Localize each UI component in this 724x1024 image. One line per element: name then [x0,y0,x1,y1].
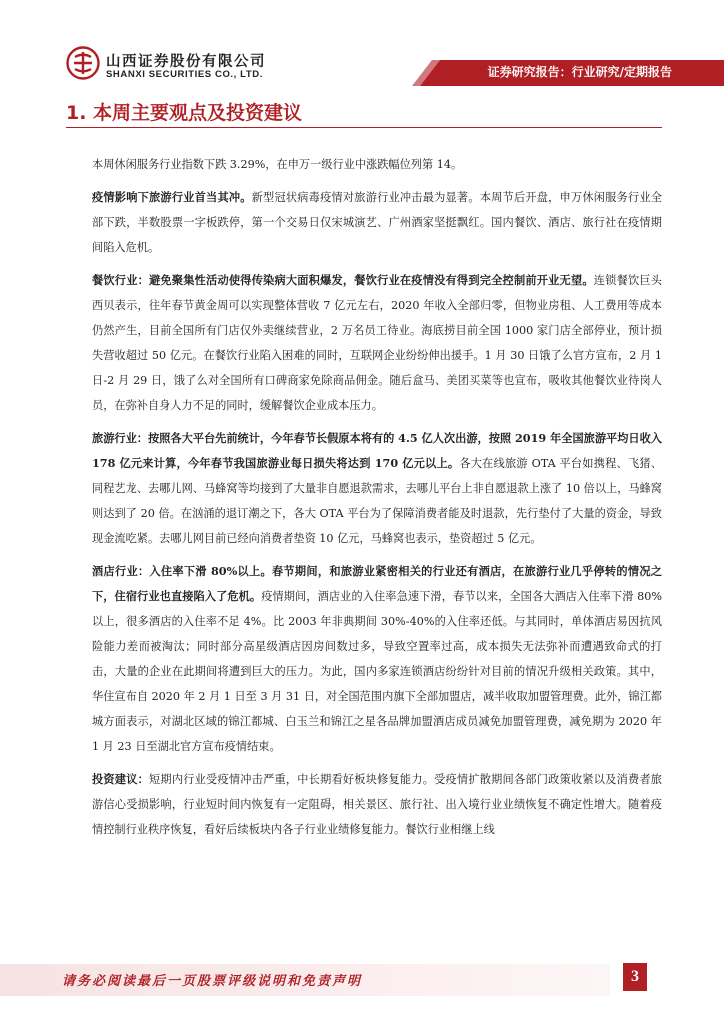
paragraph-lead: 餐饮行业：避免聚集性活动使得传染病大面积爆发，餐饮行业在疫情没有得到完全控制前开业无望。 [92,273,594,287]
report-body [92,152,662,850]
section-title: 1. 本周主要观点及投资建议 [66,102,303,124]
paragraph-catering [92,268,662,418]
paragraph-text: 新型冠状病毒疫情对旅游行业冲击最为显著。本周节后开盘，申万休闲服务行业全部下跌，半数股票一字板跌停，第一个交易日仅宋城演艺、广州酒家坚挺飘红。国内餐饮、酒店、旅行社在疫情期间陷入危机。 [92,191,662,254]
paragraph-lead: 酒店行业：入住率下滑 80%以上。春节期间，和旅游业紧密相关的行业还有酒店，在旅游行业几乎停转的情况之下，住宿行业也直接陷入了危机。 [92,564,662,603]
paragraph-text: 连锁餐饮巨头西贝表示，往年春节黄金周可以实现整体营收 7 亿元左右，2020 年收入全部归零，但物业房租、人工费用等成本仍然产生，目前全国所有门店仅外卖继续营业，2 万名员工待业。海底捞目前全国 1000 家门店全部停业，预计损失营收超过 50 亿元。在餐饮行业陷入困难的同时，互联网企业纷纷伸出援手。1 月 30 日饿了么官方宣布，2 月 1 日-2 月 29 日，饿了么对全国所有口碑商家免除商品佣金。随后盒马、美团买菜等也宣布，吸收其他餐饮业待岗人员，在弥补自身人力不足的同时，缓解餐饮企业成本压力。 [92,274,662,412]
report-type-label: 证券研究报告：行业研究/定期报告 [487,65,672,79]
paragraph-text: 各大在线旅游 OTA 平台如携程、飞猪、同程艺龙、去哪儿网、马蜂窝等均接到了大量非自愿退款需求，去哪儿平台上非自愿退款上涨了 10 倍以上，马蜂窝则达到了 20 倍。在汹涌的退订潮之下，各大 OTA 平台为了保障消费者能及时退款，先行垫付了大量的资金，导致现金流吃紧。去哪儿网目前已经向消费者垫资 10 亿元，马蜂窝也表示，垫资超过 5 亿元。 [92,457,662,545]
paragraph-travel [92,426,662,551]
paragraph-tourism-impact [92,185,662,260]
paragraph-lead: 疫情影响下旅游行业首当其冲。 [92,190,252,204]
title-divider [66,127,662,128]
footer-disclaimer: 请务必阅读最后一页股票评级说明和免责声明 [62,974,363,989]
paragraph-lead: 旅游行业：按照各大平台先前统计，今年春节长假原本将有的 4.5 亿人次出游，按照 2019 年全国旅游平均日收入 178 亿元来计算，今年春节我国旅游业每日损失将达到 170 亿元以上。 [92,431,662,470]
company-name-en: SHANXI SECURITIES CO., LTD. [106,69,263,80]
paragraph-text: 疫情期间，酒店业的入住率急速下滑，春节以来，全国各大酒店入住率下滑 80%以上，很多酒店的入住率不足 4%。比 2003 年非典期间 30%-40%的入住率还低。与其同时，单体酒店易因抗风险能力差而被淘汰；同时部分高星级酒店因房间数过多，导致空置率过高，成本损失无法弥补而遭遇致命式的打击，大量的企业在此期间将遭到巨大的压力。为此，国内多家连锁酒店纷纷针对目前的情况升级相关政策。其中，华住宣布自 2020 年 2 月 1 日至 3 月 31 日，对全国范围内旗下全部加盟店，减半收取加盟管理费。此外，锦江都城方面表示，对湖北区域的锦江都城、白玉兰和锦江之星各品牌加盟酒店成员减免加盟管理费，减免期为 2020 年 1 月 23 日至湖北官方宣布疫情结束。 [92,590,662,753]
paragraph-investment-advice [92,767,662,842]
company-name-cn: 山西证券股份有限公司 [106,54,266,70]
paragraph-text: 本周休闲服务行业指数下跌 3.29%，在申万一级行业中涨跌幅位列第 14。 [92,158,463,171]
page-number: 3 [623,963,647,991]
paragraph-lead: 投资建议： [92,772,150,786]
paragraph-hotel [92,559,662,759]
paragraph-weekly-index [92,152,662,177]
paragraph-text: 短期内行业受疫情冲击严重，中长期看好板块修复能力。受疫情扩散期间各部门政策收紧以及消费者旅游信心受损影响，行业短时间内恢复有一定阻碍，相关景区、旅行社、出入境行业业绩恢复不确定性增大。随着疫情控制行业秩序恢复，看好后续板块内各子行业业绩修复能力。餐饮行业相继上线 [92,773,662,836]
